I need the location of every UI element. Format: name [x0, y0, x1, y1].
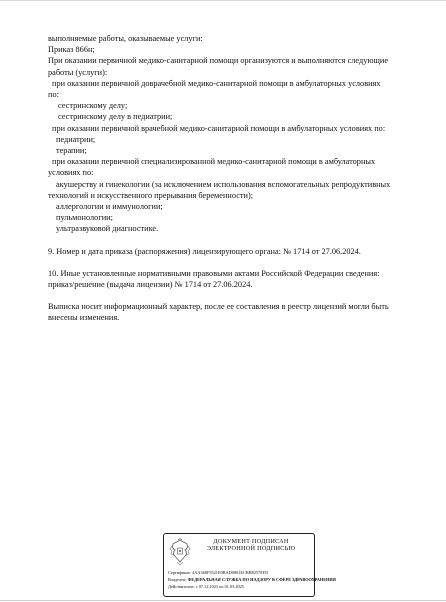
- certificate-line: Сертификат: 4AA368F5521E0BAD0861ECBB8257ED3: [168, 570, 269, 575]
- text-line: терапии;: [56, 146, 87, 156]
- stamp-title: ДОКУМЕНТ ПОДПИСАН ЭЛЕКТРОННОЙ ПОДПИСЬЮ: [206, 538, 296, 553]
- text-line: сестринскому делу в педиатрии;: [58, 112, 173, 122]
- text-line: выполняемые работы, оказываемые услуги:: [48, 34, 203, 43]
- text-line: работы (услуги):: [48, 67, 108, 77]
- electronic-signature-stamp: [163, 533, 336, 597]
- text-line: ультразвуковой диагностике.: [56, 224, 159, 234]
- text-line: сестринскому делу;: [58, 101, 128, 111]
- coat-of-arms-icon: [169, 538, 191, 568]
- page-bottom-border: [0, 600, 446, 601]
- document-body: [48, 33, 433, 324]
- other-info-item-line2: приказ/решение (выдача лицензии) № 1714 от 27.06.2024.: [48, 280, 253, 290]
- page-top-border: [0, 0, 446, 1]
- text-line: пульмонологии;: [56, 213, 113, 223]
- other-info-item-line1: 10. Иные установленные нормативными правовыми актами Российской Федерации сведения:: [48, 268, 380, 278]
- text-line: педиатрии;: [56, 134, 96, 144]
- text-line: при оказании первичной врачебной медико-санитарной помощи в амбулаторных условиях по:: [52, 123, 386, 133]
- validity-line: Действителен: с 07.12.2023 по 01.03.2025: [168, 584, 244, 589]
- text-line: аллергологии и иммунологии;: [56, 202, 163, 212]
- text-line: при оказании первичной специализированной медико-санитарной помощи в амбулаторных: [52, 157, 376, 167]
- text-line: по:: [48, 90, 59, 100]
- text-line: При оказании первичной медико-санитарной помощи организуются и выполняются следующие: [48, 56, 389, 66]
- order-number-item: 9. Номер и дата приказа (распоряжения) лицензирующего органа: № 1714 от 27.06.2024.: [48, 246, 361, 256]
- text-line: акушерству и гинекологии (за исключением использования вспомогательных репродуктивных: [56, 179, 391, 189]
- text-line: технологий и искусственного прерывания беременности);: [48, 190, 254, 200]
- text-line: при оказании первичной доврачебной медико-санитарной помощи в амбулаторных условиях: [52, 78, 381, 88]
- owner-line: Владелец: ФЕДЕРАЛЬНАЯ СЛУЖБА ПО НАДЗОРУ В СФЕРЕ ЗДРАВООХРАНЕНИЯ: [168, 577, 336, 582]
- text-line: Приказ 866н;: [48, 45, 95, 55]
- disclaimer-note-line1: Выписка носит информационный характер, после ее составления в реестр лицензий могли быть: [48, 302, 389, 312]
- text-line: условиях по:: [48, 168, 94, 178]
- disclaimer-note-line2: внесены изменения.: [48, 313, 120, 323]
